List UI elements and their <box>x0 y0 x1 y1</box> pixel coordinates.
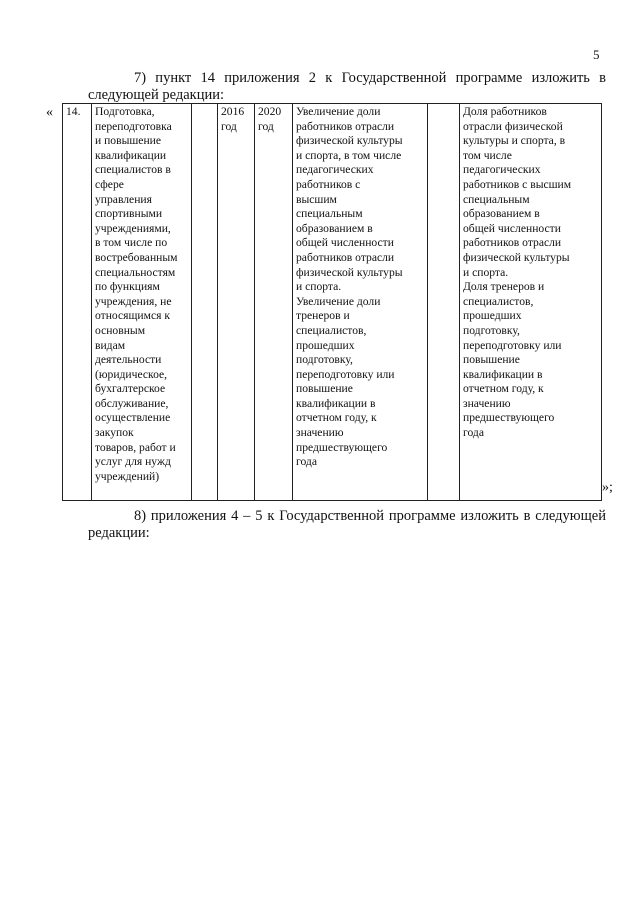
executor-cell <box>192 104 218 501</box>
task-cell: Подготовка, переподготовка и повышение квалификации специалистов в сфере управления спортивными учреждениями, в том числе по востребованным специальностям по функциям учреждения, не относящимся к основным видам деятельности (юридическое, бухгалтерское обслуживание, осуществление закупок товаров, работ и услуг для нужд учреждений) <box>92 104 192 501</box>
table-row <box>63 104 602 501</box>
consequences-cell <box>428 104 460 501</box>
closing-quote: »; <box>602 480 613 495</box>
item-7-paragraph <box>88 70 606 104</box>
opening-quote: « <box>46 105 53 120</box>
row-number-cell: 14. <box>63 104 92 501</box>
indicator-cell: Доля работников отрасли физической культуры и спорта, в том числе педагогических работников с высшим специальным образованием в общей численности работников отрасли физической культуры и спорта. Доля тренеров и специалистов, прошедших подготовку, переподготовку или повышение квалификации в отчетном году, к значению предшествующего года <box>460 104 602 501</box>
end-year-cell: 2020 год <box>255 104 293 501</box>
start-year-cell: 2016 год <box>218 104 255 501</box>
page-number: 5 <box>593 47 600 62</box>
item-8-text: 8) приложения 4 – 5 к Государственной программе изложить в следующей редакции: <box>88 508 606 541</box>
program-item-14-table <box>62 103 602 501</box>
item-8-paragraph <box>88 508 606 542</box>
expected-result-cell: Увеличение доли работников отрасли физической культуры и спорта, в том числе педагогических работников с высшим специальным образованием в общей численности работников отрасли физической культуры и спорта. Увеличение доли тренеров и специалистов, прошедших подготовку, переподготовку или повышение квалификации в отчетном году, к значению предшествующего года <box>293 104 428 501</box>
item-7-text: 7) пункт 14 приложения 2 к Государственной программе изложить в следующей редакции: <box>88 70 606 103</box>
